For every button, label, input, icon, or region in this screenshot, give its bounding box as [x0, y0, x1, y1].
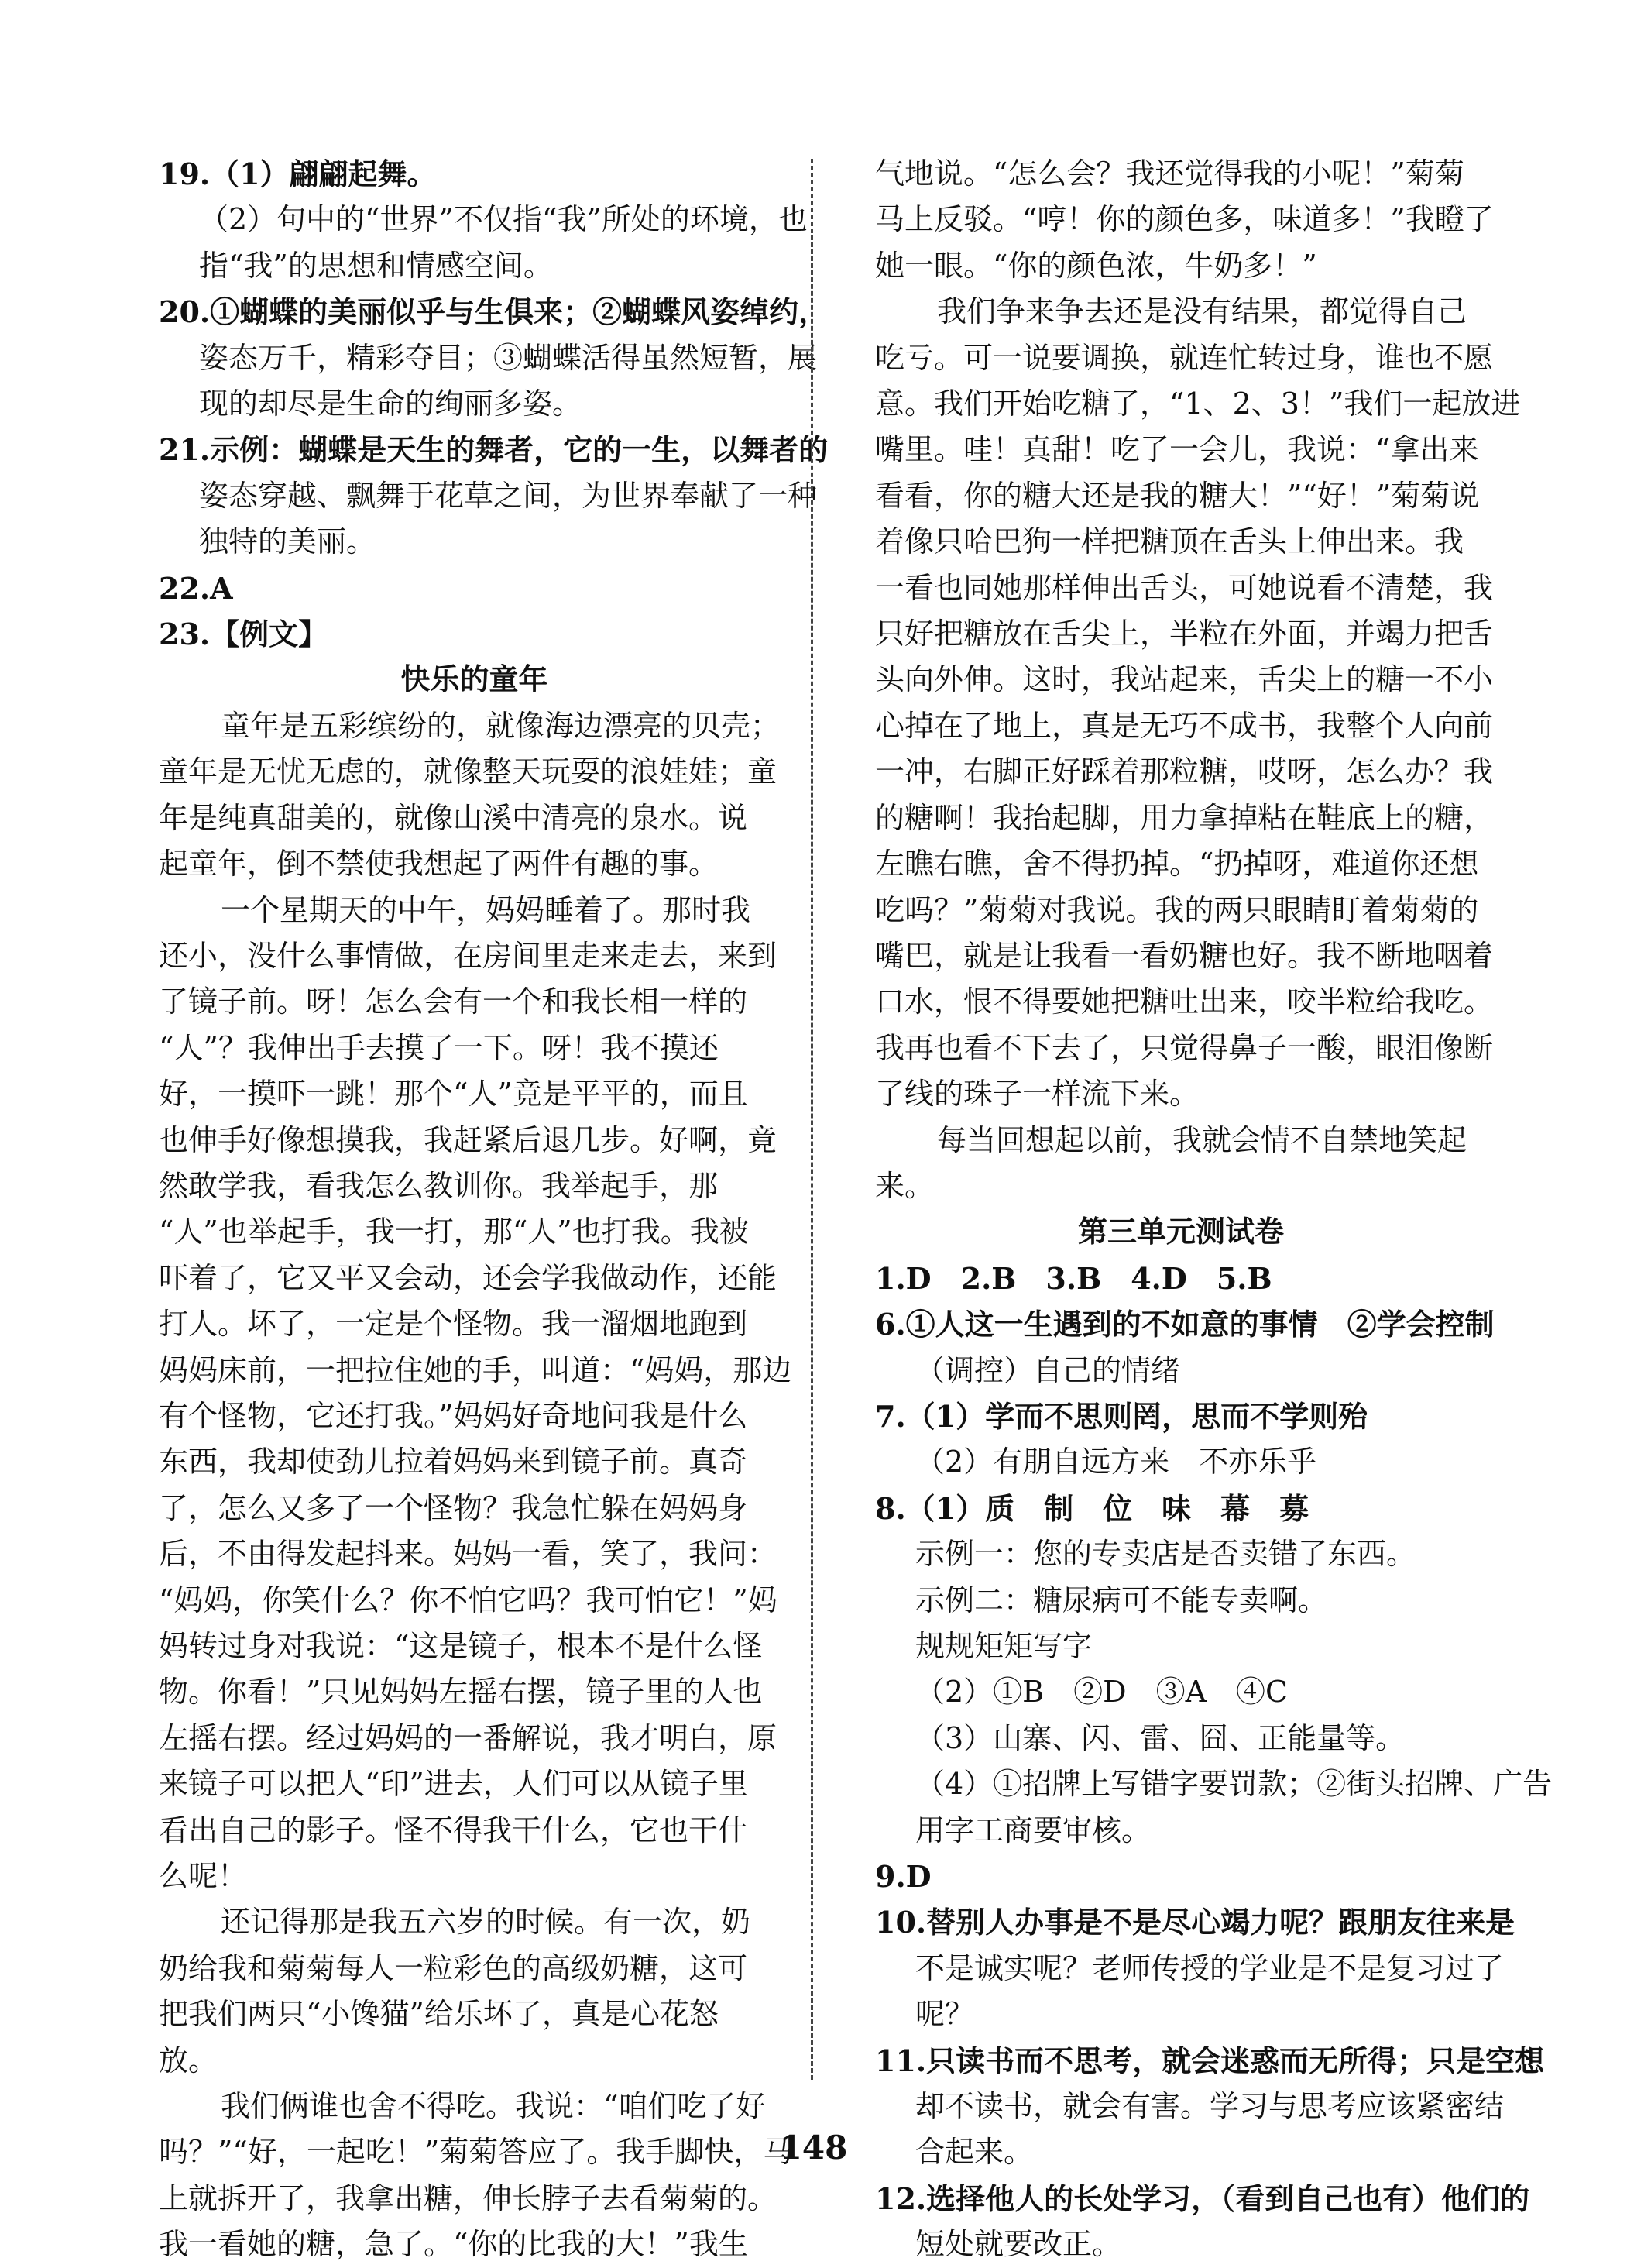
- text-line: 一冲，右脚正好踩着那粒糖，哎呀，怎么办？我: [875, 754, 1494, 789]
- text-line: 起童年，倒不禁使我想起了两件有趣的事。: [159, 847, 719, 881]
- text-line: 我们俩谁也舍不得吃。我说：“咱们吃了好: [221, 2089, 766, 2124]
- text-line: 还小，没什么事情做，在房间里走来走去，来到: [159, 938, 777, 973]
- text-line: 来镜子可以把人“印”进去，人们可以从镜子里: [159, 1767, 748, 1802]
- text-line: 姿态穿越、飘舞于花草之间，为世界奉献了一种: [199, 478, 818, 513]
- text-line: 每当回想起以前，我就会情不自禁地笑起: [937, 1122, 1467, 1157]
- text-line: （4）①招牌上写错字要罚款；②街头招牌、广告: [915, 1767, 1553, 1802]
- text-line: 呢？: [915, 1997, 975, 2032]
- text-line: 只好把糖放在舌尖上，半粒在外面，并竭力把舌: [875, 617, 1494, 651]
- text-line: 嘴巴，就是让我看一看奶糖也好。我不断地咽着: [875, 938, 1494, 973]
- text-line: 童年是五彩缤纷的，就像海边漂亮的贝壳；: [221, 708, 781, 743]
- text-line: 的糖啊！我抬起脚，用力拿掉粘在鞋底上的糖，: [875, 800, 1494, 835]
- text-line: 不是诚实呢？老师传授的学业是不是复习过了: [915, 1950, 1505, 1985]
- text-line: （2）句中的“世界”不仅指“我”所处的环境，也: [199, 202, 808, 237]
- text-line: 8.（1）质 制 位 味 幕 募: [875, 1490, 1309, 1526]
- text-line: （调控）自己的情绪: [915, 1352, 1181, 1387]
- text-line: 却不读书，就会有害。学习与思考应该紧密结: [915, 2089, 1505, 2124]
- text-line: 着像只哈巴狗一样把糖顶在舌头上伸出来。我: [875, 524, 1464, 559]
- text-line: 19.（1）翩翩起舞。: [159, 156, 437, 191]
- text-line: 了，怎么又多了一个怪物？我急忙躲在妈妈身: [159, 1490, 748, 1525]
- text-line: 吃亏。可一说要调换，就连忙转过身，谁也不愿: [875, 340, 1494, 375]
- text-line: 也伸手好像想摸我，我赶紧后退几步。好啊，竟: [159, 1122, 777, 1157]
- column-divider: [811, 159, 813, 2080]
- text-line: 我一看她的糖，急了。“你的比我的大！”我生: [159, 2227, 748, 2262]
- text-line: 22.A: [159, 570, 233, 606]
- text-line: 童年是无忧无虑的，就像整天玩耍的浪娃娃；童: [159, 754, 777, 789]
- text-line: 一看也同她那样伸出舌头，可她说看不清楚，我: [875, 570, 1494, 605]
- page-number: 148: [779, 2129, 848, 2167]
- text-line: 23.【例文】: [159, 617, 328, 652]
- text-line: 11.只读书而不思考，就会迷惑而无所得；只是空想: [875, 2043, 1545, 2078]
- text-line: 打人。坏了，一定是个怪物。我一溜烟地跑到: [159, 1307, 748, 1342]
- text-line: 奶给我和菊菊每人一粒彩色的高级奶糖，这可: [159, 1950, 748, 1985]
- text-line: （3）山寨、闪、雷、囧、正能量等。: [915, 1720, 1406, 1755]
- text-line: 上就拆开了，我拿出糖，伸长脖子去看菊菊的。: [159, 2180, 777, 2215]
- text-line: 合起来。: [915, 2135, 1034, 2170]
- text-line: 后，不由得发起抖来。妈妈一看，笑了，我问：: [159, 1537, 777, 1572]
- text-line: 物。你看！”只见妈妈左摇右摆，镜子里的人也: [159, 1675, 763, 1710]
- text-line: 口水，恨不得要她把糖吐出来，咬半粒给我吃。: [875, 985, 1494, 1019]
- text-line: 1.D 2.B 3.B 4.D 5.B: [875, 1260, 1272, 1296]
- text-line: 9.D: [875, 1859, 932, 1895]
- text-line: 6.①人这一生遇到的不如意的事情 ②学会控制: [875, 1307, 1495, 1342]
- text-line: 年是纯真甜美的，就像山溪中清亮的泉水。说: [159, 800, 748, 835]
- text-line: 妈转过身对我说：“这是镜子，根本不是什么怪: [159, 1629, 763, 1663]
- text-line: 还记得那是我五六岁的时候。有一次，奶: [221, 1905, 751, 1940]
- text-line: 规规矩矩写字: [915, 1629, 1093, 1663]
- text-line: 我们争来争去还是没有结果，都觉得自己: [937, 294, 1467, 329]
- text-line: 气地说。“怎么会？我还觉得我的小呢！”菊菊: [875, 156, 1464, 191]
- text-line: 来。: [875, 1168, 935, 1203]
- text-line: 姿态万千，精彩夺目；③蝴蝶活得虽然短暂，展: [199, 340, 818, 375]
- text-line: 然敢学我，看我怎么教训你。我举起手，那: [159, 1168, 719, 1203]
- right-column: [875, 151, 1553, 2268]
- text-line: 12.选择他人的长处学习，（看到自己也有）他们的: [875, 2180, 1530, 2216]
- text-line: 21.示例：蝴蝶是天生的舞者，它的一生，以舞者的: [159, 432, 829, 468]
- text-line: 嘴里。哇！真甜！吃了一会儿，我说：“拿出来: [875, 432, 1479, 467]
- text-line: （2）有朋自远方来 不亦乐乎: [915, 1445, 1317, 1479]
- text-line: 了镜子前。呀！怎么会有一个和我长相一样的: [159, 985, 748, 1019]
- text-line: （2）①B ②D ③A ④C: [915, 1675, 1289, 1710]
- text-line: 马上反驳。“哼！你的颜色多，味道多！”我瞪了: [875, 202, 1494, 237]
- text-line: “妈妈，你笑什么？你不怕它吗？我可怕它！”妈: [159, 1582, 777, 1617]
- text-line: 指“我”的思想和情感空间。: [199, 248, 553, 283]
- text-line: 吃吗？”菊菊对我说。我的两只眼睛盯着菊菊的: [875, 892, 1479, 927]
- text-line: 左瞧右瞧，舍不得扔掉。“扔掉呀，难道你还想: [875, 847, 1479, 881]
- text-line: 意。我们开始吃糖了，“1、2、3！”我们一起放进: [875, 387, 1521, 421]
- text-line: 我再也看不下去了，只觉得鼻子一酸，眼泪像断: [875, 1030, 1494, 1065]
- text-line: 么呢！: [159, 1859, 248, 1894]
- text-line: 10.替别人办事是不是尽心竭力呢？跟朋友往来是: [875, 1905, 1515, 1940]
- text-line: 现的却尽是生命的绚丽多姿。: [199, 387, 582, 421]
- text-line: 示例二：糖尿病可不能专卖啊。: [915, 1582, 1328, 1617]
- text-line: 一个星期天的中午，妈妈睡着了。那时我: [221, 892, 751, 927]
- text-line: 了线的珠子一样流下来。: [875, 1077, 1200, 1112]
- text-line: 她一眼。“你的颜色浓，牛奶多！”: [875, 248, 1317, 283]
- text-line: 妈妈床前，一把拉住她的手，叫道：“妈妈，那边: [159, 1352, 792, 1387]
- section-heading: 第三单元测试卷: [1077, 1215, 1284, 1249]
- text-line: 好，一摸吓一跳！那个“人”竟是平平的，而且: [159, 1077, 748, 1112]
- text-line: 7.（1）学而不思则罔，思而不学则殆: [875, 1398, 1368, 1434]
- text-line: 用字工商要审核。: [915, 1813, 1152, 1847]
- text-line: 把我们两只“小馋猫”给乐坏了，真是心花怒: [159, 1997, 719, 2032]
- text-line: 看看，你的糖大还是我的糖大！”“好！”菊菊说: [875, 478, 1480, 513]
- section-heading: 快乐的童年: [400, 662, 548, 697]
- text-line: 放。: [159, 2043, 218, 2077]
- text-line: 东西，我却使劲儿拉着妈妈来到镜子前。真奇: [159, 1445, 748, 1479]
- text-line: “人”？我伸出手去摸了一下。呀！我不摸还: [159, 1030, 719, 1065]
- text-line: 左摇右摆。经过妈妈的一番解说，我才明白，原: [159, 1720, 777, 1755]
- text-line: 独特的美丽。: [199, 524, 376, 559]
- text-line: 心掉在了地上，真是无巧不成书，我整个人向前: [875, 708, 1494, 743]
- text-line: 短处就要改正。: [915, 2227, 1122, 2262]
- text-line: 头向外伸。这时，我站起来，舌尖上的糖一不小: [875, 662, 1494, 697]
- text-line: 吗？”“好，一起吃！”菊菊答应了。我手脚快，马: [159, 2135, 793, 2170]
- text-line: 20.①蝴蝶的美丽似乎与生俱来；②蝴蝶风姿绰约，: [159, 294, 829, 330]
- text-line: “人”也举起手，我一打，那“人”也打我。我被: [159, 1215, 749, 1249]
- text-line: 有个怪物，它还打我。”妈妈好奇地问我是什么: [159, 1398, 748, 1433]
- text-line: 看出自己的影子。怪不得我干什么，它也干什: [159, 1813, 748, 1847]
- text-line: 吓着了，它又平又会动，还会学我做动作，还能: [159, 1260, 777, 1295]
- text-line: 示例一：您的专卖店是否卖错了东西。: [915, 1537, 1416, 1572]
